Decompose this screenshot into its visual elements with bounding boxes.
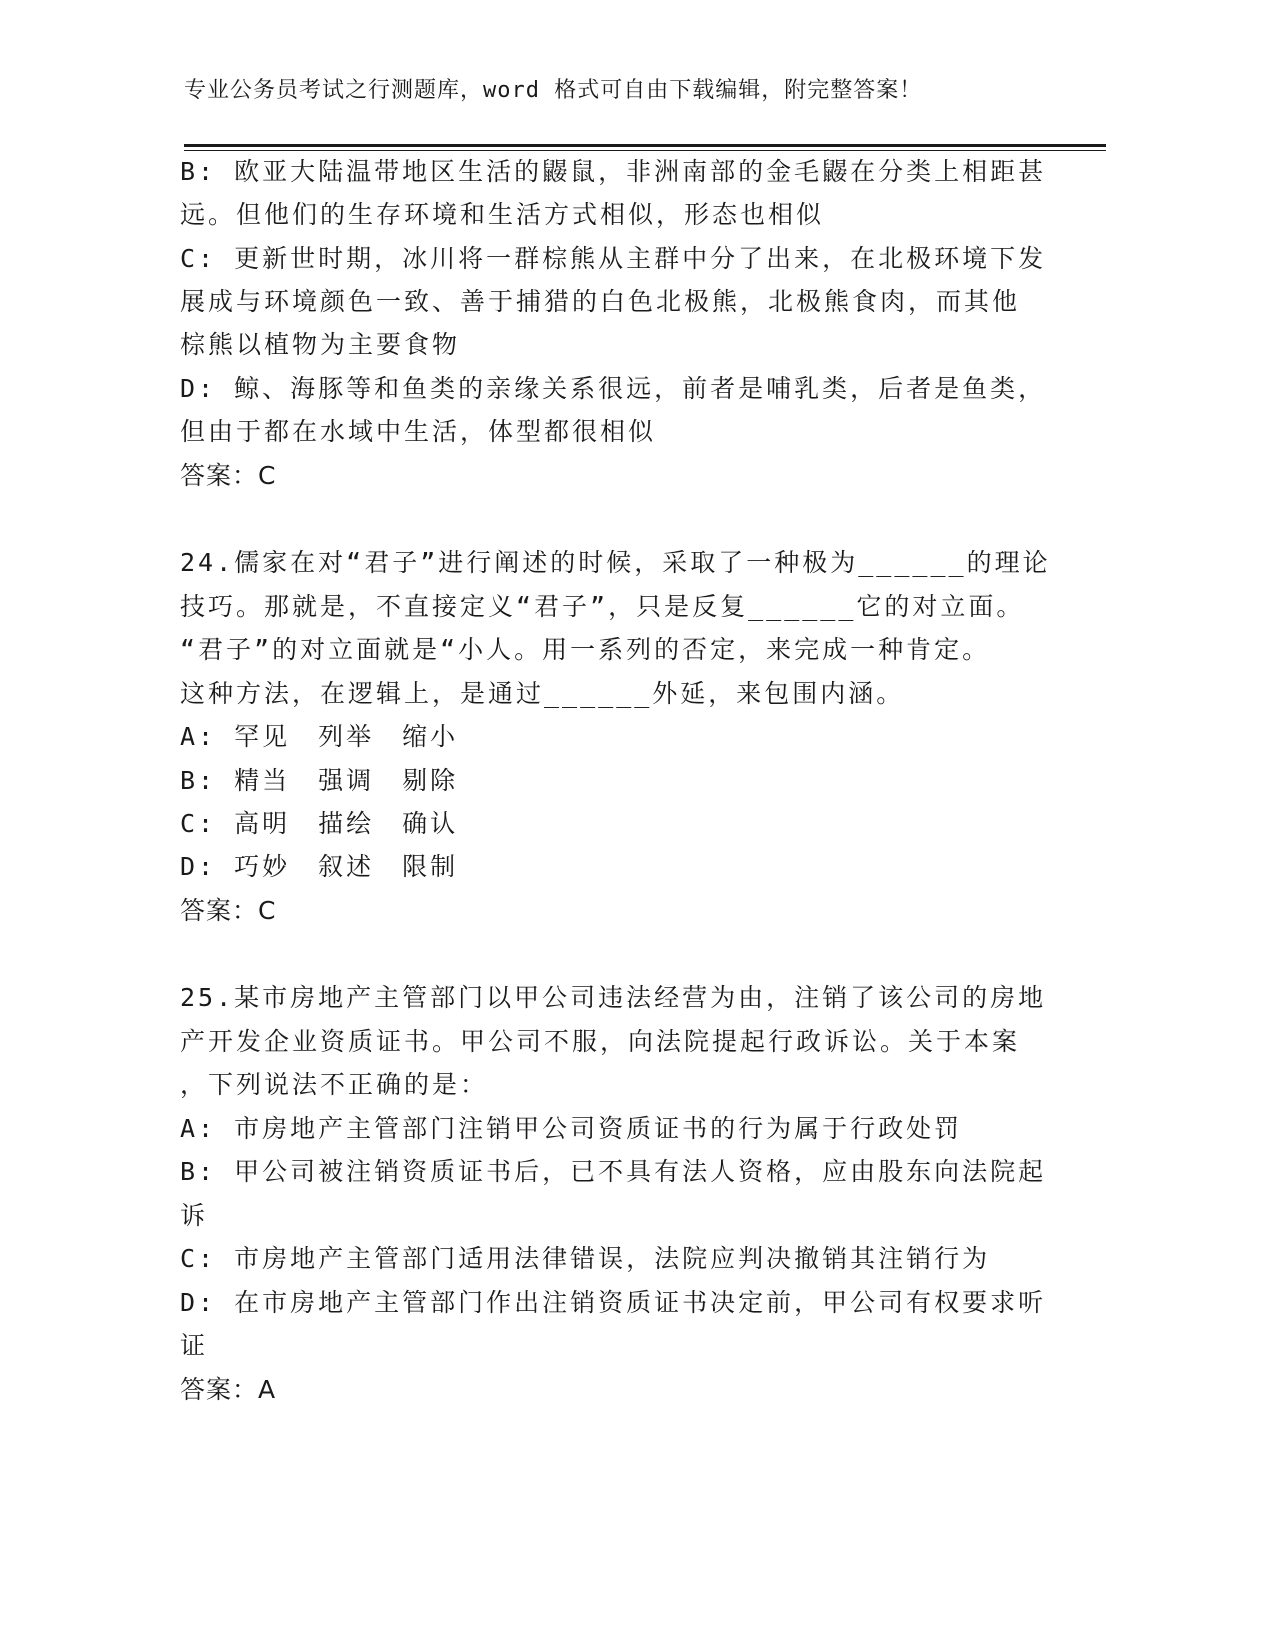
q25-option-a: A: 市房地产主管部门注销甲公司资质证书的行为属于行政处罚 [180, 1114, 963, 1143]
q23-option-d-line-2: 但由于都在水域中生活，体型都很相似 [180, 417, 657, 446]
q23-answer: 答案：C [180, 461, 277, 490]
q24-stem-line-1: 24.儒家在对“君子”进行阐述的时候，采取了一种极为______的理论 [180, 548, 1051, 577]
q25-option-d-line-2: 证 [180, 1331, 209, 1360]
q24-option-d: D: 巧妙 叙述 限制 [180, 852, 459, 881]
header-rule-thick [184, 144, 1106, 147]
page-header: 专业公务员考试之行测题库，word 格式可自由下载编辑，附完整答案！ [184, 78, 923, 103]
q24-stem-line-3: “君子”的对立面就是“小人。用一系列的否定，来完成一种肯定。 [180, 635, 991, 664]
q24-stem-line-2: 技巧。那就是，不直接定义“君子”，只是反复______它的对立面。 [180, 592, 1025, 621]
q25-stem-line-3: ，下列说法不正确的是： [180, 1070, 489, 1099]
q24-option-b: B: 精当 强调 剔除 [180, 766, 459, 795]
q25-option-b-line-2: 诉 [180, 1201, 209, 1230]
header-rule-thin [184, 150, 1106, 151]
q25-option-b-line-1: B: 甲公司被注销资质证书后，已不具有法人资格，应由股东向法院起 [180, 1157, 1047, 1186]
q23-option-b-line-1: B: 欧亚大陆温带地区生活的鼹鼠，非洲南部的金毛鼹在分类上相距甚 [180, 157, 1047, 186]
q25-stem-line-1: 25.某市房地产主管部门以甲公司违法经营为由，注销了该公司的房地 [180, 983, 1047, 1012]
q24-stem-line-4: 这种方法，在逻辑上，是通过______外延，来包围内涵。 [180, 679, 905, 708]
q25-option-c: C: 市房地产主管部门适用法律错误，法院应判决撤销其注销行为 [180, 1244, 991, 1273]
q23-option-c-line-2: 展成与环境颜色一致、善于捕猎的白色北极熊，北极熊食肉，而其他 [180, 287, 1021, 316]
q23-option-d-line-1: D: 鲸、海豚等和鱼类的亲缘关系很远，前者是哺乳类，后者是鱼类， [180, 374, 1047, 403]
q24-answer: 答案：C [180, 896, 277, 925]
q25-option-d-line-1: D: 在市房地产主管部门作出注销资质证书决定前，甲公司有权要求听 [180, 1288, 1047, 1317]
q24-option-c: C: 高明 描绘 确认 [180, 809, 459, 838]
q24-option-a: A: 罕见 列举 缩小 [180, 722, 459, 751]
q25-answer: 答案：A [180, 1375, 277, 1404]
q23-option-c-line-1: C: 更新世时期，冰川将一群棕熊从主群中分了出来，在北极环境下发 [180, 244, 1047, 273]
q23-option-c-line-3: 棕熊以植物为主要食物 [180, 330, 461, 359]
q25-stem-line-2: 产开发企业资质证书。甲公司不服，向法院提起行政诉讼。关于本案 [180, 1027, 1021, 1056]
q23-option-b-line-2: 远。但他们的生存环境和生活方式相似，形态也相似 [180, 200, 825, 229]
